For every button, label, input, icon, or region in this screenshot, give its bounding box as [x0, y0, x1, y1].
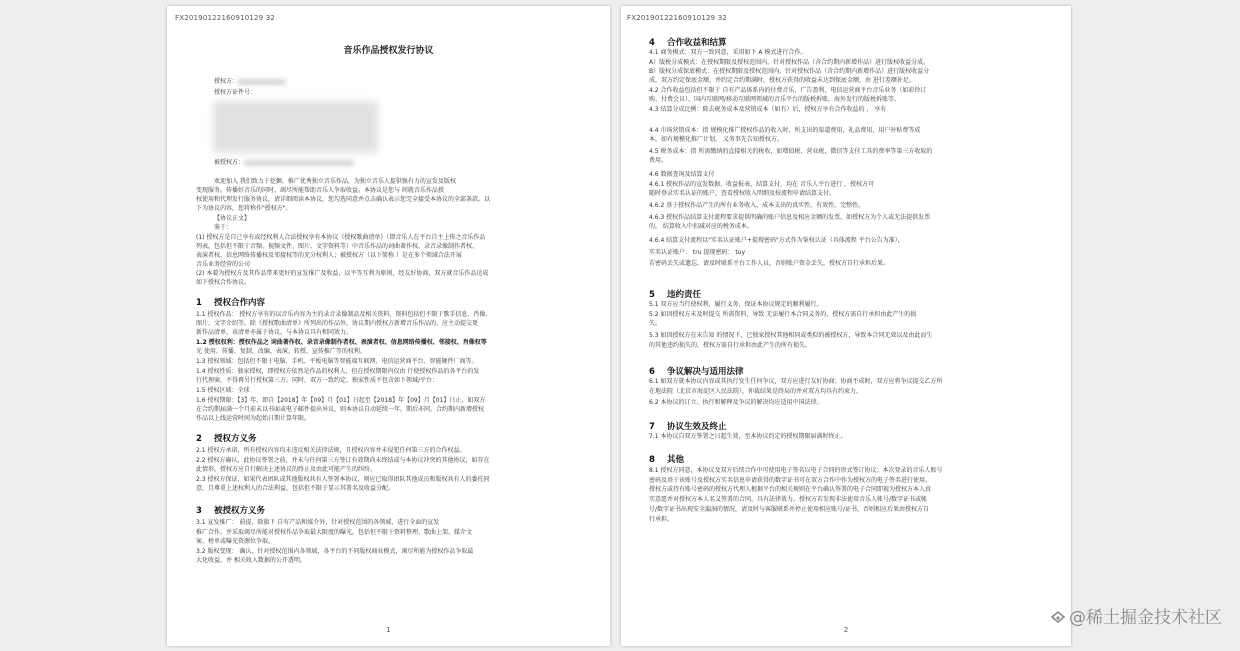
text-line: 1.5 授权区域：全球 — [196, 387, 250, 394]
text-line: 的， 结算收入中扣减对应的税务成本。 — [649, 223, 753, 230]
text-line: 大化收益，并 相关收入数据的公开透明。 — [196, 557, 306, 564]
text-line: 1.4 授权性质：独家授权，即授权方依然是作品的权利人，但在授权期限内仅由 行使授权作品的各平台的发 — [196, 368, 480, 375]
text-line: (2) 本着为授权方及其作品带来更好的宣发推广及收益，以平等互利为原则，经友好协商，双方就音乐作品达成 — [196, 270, 489, 277]
text-line: 4.6.4 结算支付流程以"实名认证账户+提现密码"方式作为鉴权认证（具体流程 平台公告为准）， — [649, 237, 904, 244]
text-line: 1.3 授权领域：包括但不限于电脑、手机、平板电脑等智能端互联网、电信运营商平台、智能硬件厂商等。 — [196, 358, 478, 365]
text-line: 的其他违约损失的，授权方需自行承担由此产生的所有损失。 — [649, 342, 812, 349]
text-line: 表演者权、信息网络传播权及邻接权等的充分权利人；被授权方（以下简称 ）是在多个领域合法开展 — [196, 252, 462, 259]
text-line: 3.1 宣发推广： 前提，除旗下 自有产品和媒介外，针对授权范围的各领域，进行全面的宣发 — [196, 519, 440, 526]
text-line: 4.5 税务成本：指 所需缴纳的直接相关的税收，如增值税、营业税，微信等支付工具的费率等第三方收取的 — [649, 148, 933, 155]
text-line: 光 使用、传播、复制、改编、表演、转授、宣传推广等的权利。 — [196, 348, 366, 355]
text-line: 4.2 合作收益包括但不限于 自有产品体系内的付费音乐、广告盈利、电信运营商平台音乐业务（如彩铃订 — [649, 87, 927, 94]
text-line: 意，且尊重上述权利人的合法利益，包括但不限于显示其署名及收益分配。 — [196, 485, 395, 492]
text-line: 1.2 授权权利：授权作品之 词曲著作权、录音录像制作者权、表演者权、信息网络传播权、邻接权、肖像权等 — [196, 339, 487, 346]
text-line: 购、付费会员），国内互联网/移动互联网领域的音乐平台的版税拆账，海外发行的版税拆账等。 — [649, 96, 901, 103]
text-line: 1.1 授权作品： 授权方享有的以音乐内容为主的录音录像制品及相关资料，资料包括但不限于歌手信息、肖像、 — [196, 311, 492, 318]
page-number: 2 — [843, 626, 849, 634]
text-line: 如下授权合作协议。 — [196, 279, 251, 286]
text-line: 新作品清单，该清单亦属于协议，与本协议具有相同效力。 — [196, 329, 353, 336]
section-2-heading: 2 授权方义务 — [196, 434, 257, 444]
document-page-2 — [621, 6, 1071, 646]
text-line: 欢迎加入 我们致力于挖掘、推广优秀独立音乐作品，为独立音乐人提供强有力的宣发及版权 — [214, 178, 456, 185]
logo-icon — [1050, 610, 1066, 631]
section-3-heading: 3 被授权方义务 — [196, 506, 266, 516]
text-line: 4.4 市场营销成本：指 规模化推广授权作品的收入时，所支出的渠道费用，礼品费用，用户补贴费等成 — [649, 127, 921, 134]
text-line: 行承担。 — [649, 516, 674, 523]
text-line: 推广合作，并采取竭尽所能对授权作品争取最大限度的曝光，包括但不限于资料整理、歌曲上架、媒介文 — [196, 529, 473, 536]
document-page-1 — [167, 6, 610, 646]
text-line: 下为协议内容，您将称作"授权方"。 — [196, 205, 292, 212]
text-line: 列表，包括但不限于音频、视频文件、图片、文字资料等）中音乐作品的词曲著作权、录音录像制作者权、 — [196, 243, 479, 250]
text-line: 变现服务。传播好音乐的同时，竭尽所能帮助音乐人争取收益。本协议是您与 间就音乐作品授 — [196, 187, 444, 194]
section-1-heading: 1 授权合作内容 — [196, 298, 266, 308]
text-line: 作品以上线运营时间为起始日期计算年限。 — [196, 415, 311, 422]
section-6-heading: 6 争议解决与适用法律 — [649, 367, 744, 377]
text-line: 图片、文字介绍等。除《授权歌曲清单》所列出的作品外，协议期内授权方新增音乐作品的，应主动提交更 — [196, 320, 479, 327]
text-line: 鉴于： — [214, 224, 233, 231]
party-a-id-label: 授权方证件号： — [214, 89, 257, 96]
text-line: 密码及基于该账号及授权方实名信息申请获得的数字证书可在双方合作中作为授权方的电子签名进行使用。 — [649, 477, 932, 484]
text-line: 4.6.3 授权作品结算支付流程要求提供明确的账户信息及相应金额的发票，如授权方为个人或无法提供发票 — [649, 214, 931, 221]
text-line: 成，双方约定保底金额，并约定合约期满时，授权方获得的收益未达到保底金额，由 进行差额补足。 — [649, 77, 915, 84]
document-title: 音乐作品授权发行协议 — [343, 46, 434, 56]
text-line: 费用。 — [649, 157, 668, 164]
watermark-text: @稀土掘金技术社区 — [1069, 608, 1222, 628]
text-line: 音乐业务经营的公司 — [196, 261, 251, 268]
text-line: 2.3 授权方保证，如果代表团队或其他版权共有人签署本协议，则应已取得团队其他成员和版权共有人的委托同 — [196, 476, 490, 483]
redacted-block — [213, 101, 378, 153]
text-line: 1.6 授权期限：【3】年，即自【2018】年【09】月【01】日起至【2018】年【09】月【01】日止，如双方 — [196, 397, 486, 404]
text-line: 4.6.1 授权作品的宣发数据、收益报表、结算支付，均在 音乐人平台进行 ，授权方可 — [649, 181, 874, 188]
text-line: 4.6.2 基于授权作品产生的所有业务收入，成本支出的真实性、有效性、完整性。 — [649, 202, 865, 209]
watermark — [1050, 603, 1222, 631]
section-5-heading: 5 违约责任 — [649, 290, 702, 300]
text-line: 【协议正文】 — [214, 215, 251, 222]
text-line: 实名认证账户： tru 提现密码： tuy — [649, 249, 746, 256]
text-line: 本，如有规模化推广计划， 义务事先告知授权方。 — [649, 136, 783, 143]
section-8-heading: 8 其他 — [649, 455, 685, 465]
text-line: 随时登录实名认证的账户，查看授权收入明细及按流程申请结算支付。 — [649, 190, 836, 197]
text-line: 2.1 授权方承诺，所有授权内容均未违反相关法律法规，且授权内容并未侵犯任何第三方的合作权益。 — [196, 447, 466, 454]
text-line: 案、榜单或曝光资源位争取。 — [196, 538, 275, 545]
section-7-heading: 7 协议生效及终止 — [649, 422, 727, 432]
text-line: 号/数字证书出现安全漏洞的情况，请及时与客服联系并停止使用相应账号/证书，否则相应后果由授权方自 — [649, 506, 930, 513]
text-line: 3.2 版权变现： 确认，针对授权范围内各领域，各平台的不同版权商业模式，竭尽所能为授权作品争取最 — [196, 548, 474, 555]
text-line: 6.1 如双方就本协议内容或其执行发生任何争议，双方应进行友好协商；协商不成时，双方应将争议提交乙方所 — [649, 378, 943, 385]
text-line: 行代理商，不得再另行授权第三方。同时，双方一致约定，独家性质不包含如下领域/平台： — [196, 377, 439, 384]
text-line: 权使用和代理发行服务协议，请详细阅读本协议，您勾选同意并点击确认表示您完全接受本协议的全部条款。以 — [196, 196, 491, 203]
document-code: FX20190122160910129 32 — [175, 14, 276, 22]
text-line: 此情形，授权方应自行解决上述协议的终止及由此可能产生的纠纷。 — [196, 466, 377, 473]
text-line: 授权方或持有账号密码的授权方代理人根据平台的相关规则在平台确认签署的电子合同即视为授权方本人真 — [649, 486, 932, 493]
text-line: 若密码丢失或遗忘，请及时联系平台工作人员，否则账户资金丢失，授权方自行承担后果。 — [649, 260, 890, 267]
text-line: 4.3 结算分成比例：除去税务成本及营销成本（如有）后，授权方享有合作收益的 ， 享有 — [649, 106, 887, 113]
text-line: 在地法院（北京市海淀区人民法院），仲裁结果是终局的并对双方均具有约束力。 — [649, 388, 863, 395]
text-line: 失。 — [649, 320, 662, 327]
page-number: 1 — [386, 626, 391, 634]
text-line: 实意愿并对授权方本人名义签署的合同，具有法律效力。授权方若发现非法使用音乐人帐号/数字证书或帐 — [649, 496, 928, 503]
text-line: 6.2 本协议的订立、执行和解释及争议的解决均应适用中国法律。 — [649, 399, 823, 406]
document-code: FX20190122160910129 32 — [627, 14, 728, 22]
party-a-label: 授权方： — [214, 78, 286, 85]
text-line: (1) 授权方是自己享有或经权利人合法授权享有本协议《授权歌曲清单》（即音乐人在平台自主上传之音乐作品 — [196, 234, 486, 241]
text-line: 4.1 商务模式：双方一致同意，采用如下 A 模式进行合作。 — [649, 49, 807, 56]
section-4-heading: 4 合作收益和结算 — [649, 38, 727, 48]
text-line: 5.3 如因授权方在未告知 的情况下，已独家授权其他相同或类似的被授权方，导致本合同无效以及由此而生 — [649, 332, 933, 339]
text-line: 在合约期届满一个月前未以书面或电子邮件提出异议，则本协议自动延续一年，期后亦同。合约期内新增授权 — [196, 406, 485, 413]
party-b-label: 被授权方： — [214, 159, 354, 166]
text-line: 2.2 授权方确认，此协议签署之前，并未与任何第三方签订有效期尚未终结或与本协议冲突的其他协议，如存在 — [196, 457, 490, 464]
text-line: A）版税分成模式：在授权期限及授权范围内，针对授权作品（含合约期内新增作品）进行版权收益分成。 — [649, 59, 930, 66]
text-line: 5.1 双方应当行使权利，履行义务，保证本协议规定的顺利履行。 — [649, 301, 823, 308]
text-line: 4.6 数据查询及结算支付 — [649, 171, 715, 178]
text-line: 5.2 如因授权方未及时提交 所需资料，导致 无法履行本合同义务的，授权方需自行承担由此产生的损 — [649, 311, 917, 318]
text-line: B）版权分成保底模式：在授权期限及授权范围内，针对授权作品（含合约期内新增作品）进行版权收益分 — [649, 68, 930, 75]
text-line: 7.1 本协议自双方签署之日起生效，至本协议约定的授权期限届满时终止。 — [649, 433, 847, 440]
text-line: 8.1 授权方同意，本协议及双方后续合作中可使用电子签名以电子合同的形式签订协议；本次登录的音乐人账号 — [649, 467, 943, 474]
